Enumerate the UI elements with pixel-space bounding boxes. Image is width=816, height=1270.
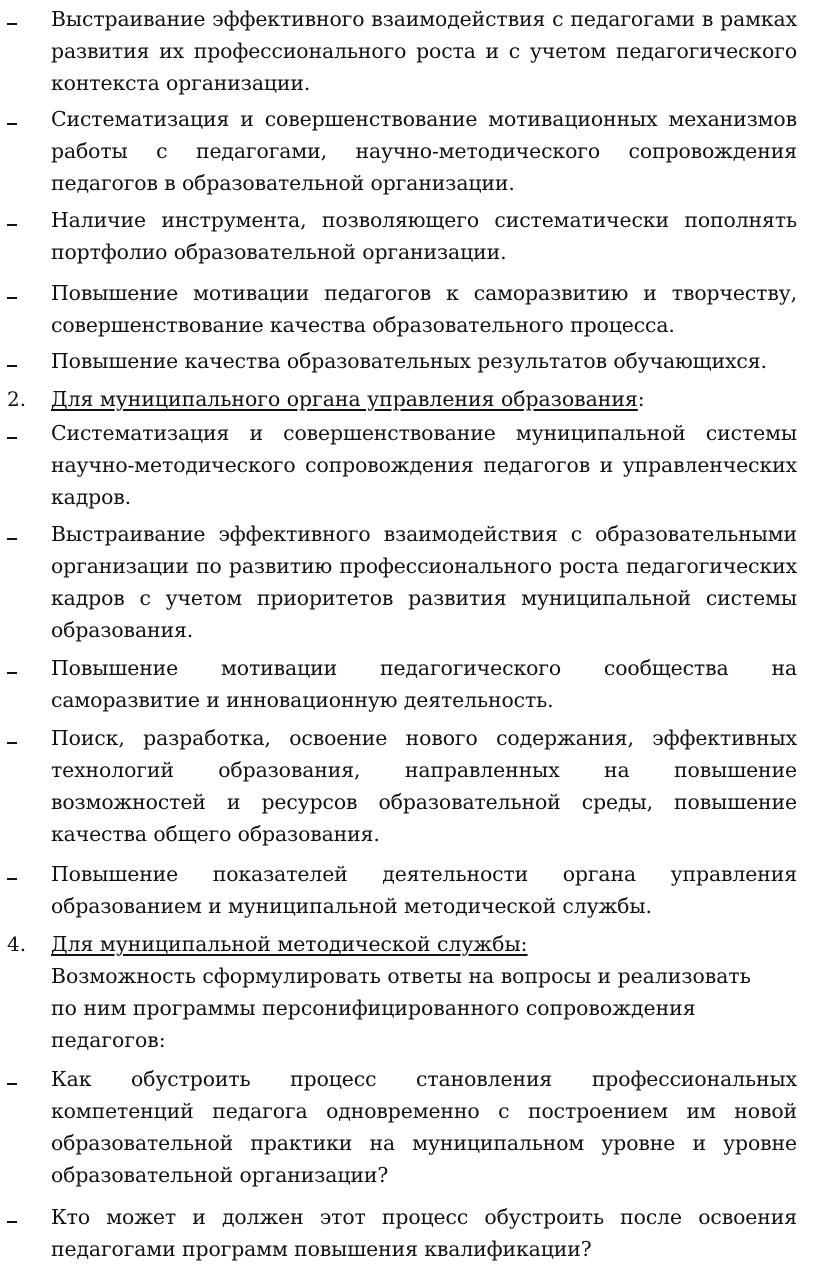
section-title: Для муниципального органа управления образования xyxy=(51,387,638,411)
list-item-text: Повышение мотивации педагогического сообщества на саморазвитие и инновационную деятельность. xyxy=(51,656,797,712)
section-title-wrap xyxy=(51,383,645,415)
dash-bullet xyxy=(7,437,17,439)
list-item-text: Повышение качества образовательных результатов обучающихся. xyxy=(51,349,767,373)
list-item-text: Как обустроить процесс становления профессиональных компетенций педагога одновременно с построением им новой образовательной практики на муниципальном уровне и уровне образовательной организации? xyxy=(51,1067,797,1187)
list-item-text: Поиск, разработка, освоение нового содержания, эффективных технологий образования, направленных на повышение возможностей и ресурсов образовательной среды, повышение качества общего образования. xyxy=(51,726,797,846)
dash-bullet xyxy=(7,742,17,744)
dash-bullet xyxy=(7,123,17,125)
list-item-text: Систематизация и совершенствование мотивационных механизмов работы с педагогами, научно-методического сопровождения педагогов в образовательной организации. xyxy=(51,107,797,195)
section-number: 4. xyxy=(7,932,27,956)
dash-bullet xyxy=(7,538,17,540)
section-intro: Возможность сформулировать ответы на вопросы и реализовать по ним программы персонифицированного сопровождения педагогов: xyxy=(51,964,751,1052)
dash-bullet xyxy=(7,878,17,880)
list-item-text: Выстраивание эффективного взаимодействия с образовательными организации по развитию профессионального роста педагогических кадров с учетом приоритетов развития муниципальной системы образования. xyxy=(51,522,797,642)
list-item-text: Выстраивание эффективного взаимодействия с педагогами в рамках развития их профессионального роста и с учетом педагогического контекста организации. xyxy=(51,7,797,95)
list-item-text: Наличие инструмента, позволяющего систематически пополнять портфолио образовательной организации. xyxy=(51,208,797,264)
list-item-text: Повышение мотивации педагогов к саморазвитию и творчеству, совершенствование качества образовательного процесса. xyxy=(51,281,797,337)
section-title-suffix: : xyxy=(637,387,645,411)
section-title: Для муниципальной методической службы: xyxy=(51,932,528,956)
dash-bullet xyxy=(7,365,17,367)
dash-bullet xyxy=(7,23,17,25)
list-item-text: Систематизация и совершенствование муниципальной системы научно-методического сопровождения педагогов и управленческих кадров. xyxy=(51,421,797,509)
dash-bullet xyxy=(7,1221,17,1223)
section-title-wrap xyxy=(51,928,528,960)
dash-bullet xyxy=(7,224,17,226)
dash-bullet xyxy=(7,1083,17,1085)
list-item-text: Кто может и должен этот процесс обустроить после освоения педагогами программ повышения квалификации? xyxy=(51,1205,797,1261)
list-item-text: Повышение показателей деятельности органа управления образованием и муниципальной методической службы. xyxy=(51,862,797,918)
dash-bullet xyxy=(7,672,17,674)
dash-bullet xyxy=(7,297,17,299)
section-number: 2. xyxy=(7,387,27,411)
